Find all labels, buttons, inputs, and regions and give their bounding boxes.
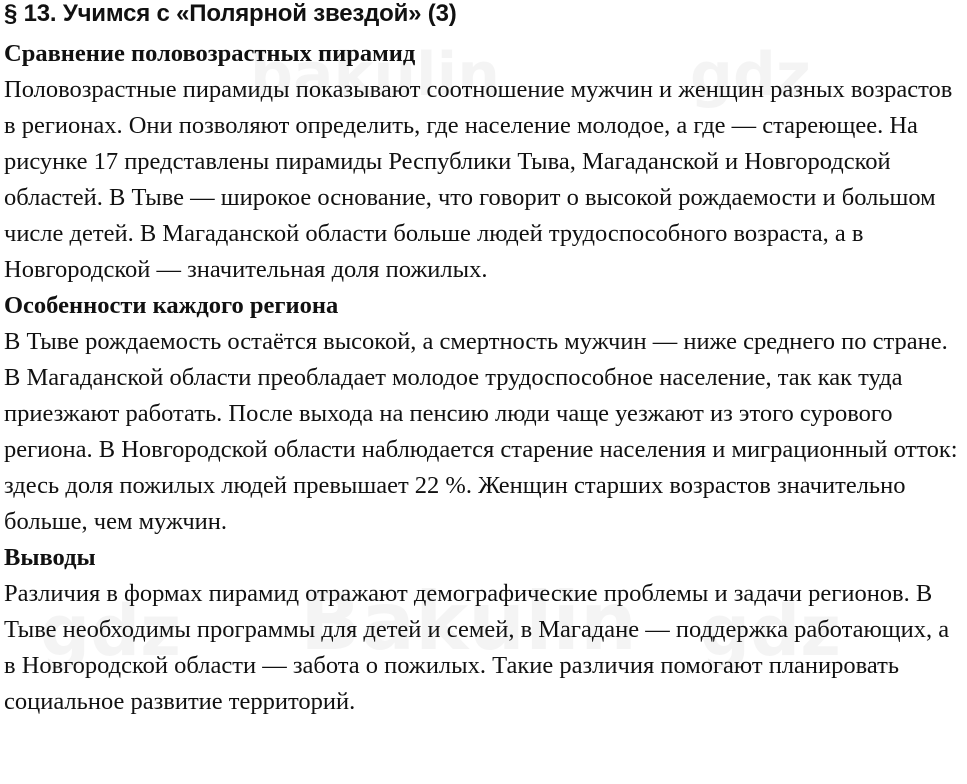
section-heading: Особенности каждого региона <box>4 292 339 319</box>
section-conclusions <box>4 540 963 720</box>
section-pyramid-comparison <box>4 36 963 288</box>
section-heading: Сравнение половозрастных пирамид <box>4 40 416 67</box>
document-content <box>4 0 963 720</box>
section-paragraph: Различия в формах пирамид отражают демографические проблемы и задачи регионов. В Тыве необходимы программы для детей и семей, в Магадане — поддержка работающих, а в Новгородской области — забота о пожилых. Такие различия помогают планировать социальное развитие территорий. <box>4 580 950 715</box>
section-paragraph: В Тыве рождаемость остаётся высокой, а смертность мужчин — ниже среднего по стране. В Магаданской области преобладает молодое трудоспособное население, так как туда приезжают работать. После выхода на пенсию люди чаще уезжают из этого сурового региона. В Новгородской области наблюдается старение населения и миграционный отток: здесь доля пожилых людей превышает 22 %. Женщин старших возрастов значительно больше, чем мужчин. <box>4 328 958 535</box>
page-title: § 13. Учимся с «Полярной звездой» (3) <box>4 0 457 27</box>
section-region-features <box>4 288 963 540</box>
section-heading: Выводы <box>4 544 96 571</box>
section-paragraph: Половозрастные пирамиды показывают соотношение мужчин и женщин разных возрастов в регионах. Они позволяют определить, где население молодое, а где — стареющее. На рисунке 17 представлены пирамиды Республики Тыва, Магаданской и Новгородской областей. В Тыве — широкое основание, что говорит о высокой рождаемости и большом числе детей. В Магаданской области больше людей трудоспособного возраста, а в Новгородской — значительная доля пожилых. <box>4 76 953 283</box>
